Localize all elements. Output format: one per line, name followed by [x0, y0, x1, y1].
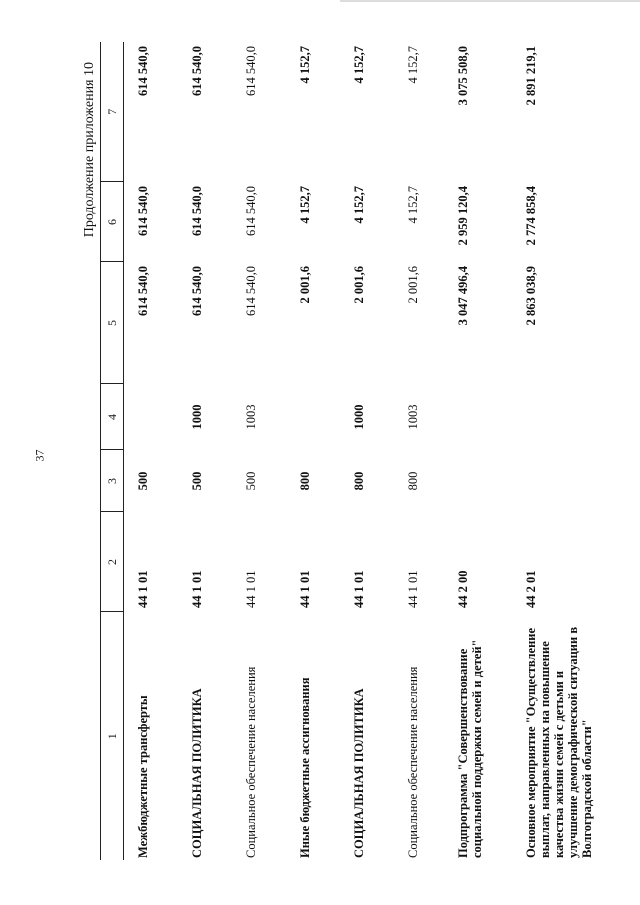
- amount-col6: 4 152,7: [352, 186, 366, 224]
- target-code: 44 1 01: [244, 570, 258, 608]
- column-header: 6: [101, 182, 124, 262]
- amount-col5: 614 540,0: [136, 266, 150, 316]
- expense-type: [448, 450, 518, 512]
- target-code: 44 2 01: [524, 570, 538, 608]
- target-code: 44 2 00: [456, 570, 470, 608]
- header-row: [101, 42, 124, 860]
- table-row: [394, 42, 448, 860]
- section-code: 1003: [406, 404, 420, 430]
- amount-col5: 3 047 496,4: [456, 266, 470, 326]
- appendix-caption: Продолжение приложения 10: [82, 62, 97, 238]
- amount-col7: 4 152,7: [352, 46, 366, 84]
- target-code: 44 1 01: [298, 570, 312, 608]
- column-header: 7: [101, 42, 124, 182]
- row-name: Иные бюджетные ассигнования: [298, 677, 312, 858]
- column-header: 2: [101, 512, 124, 612]
- column-header: 3: [101, 450, 124, 512]
- scan-edge-line: [340, 0, 640, 2]
- column-header: 5: [101, 262, 124, 384]
- amount-col5: 2 001,6: [298, 266, 312, 304]
- target-code: 44 1 01: [190, 570, 204, 608]
- amount-col7: 614 540,0: [136, 46, 150, 96]
- table-row: [518, 42, 640, 860]
- amount-col7: 4 152,7: [406, 46, 420, 84]
- row-name: СОЦИАЛЬНАЯ ПОЛИТИКА: [352, 688, 366, 858]
- expense-type: 800: [406, 471, 420, 491]
- amount-col6: 4 152,7: [406, 186, 420, 224]
- target-code: 44 1 01: [352, 570, 366, 608]
- amount-col5: 2 001,6: [352, 266, 366, 304]
- target-code: 44 1 01: [406, 570, 420, 608]
- amount-col6: 614 540,0: [190, 186, 204, 236]
- section-code: 1003: [244, 404, 258, 430]
- amount-col5: 2 863 038,9: [524, 266, 538, 326]
- table-row: [178, 42, 232, 860]
- amount-col7: 2 891 219,1: [524, 46, 538, 106]
- expense-type: 800: [352, 471, 366, 491]
- column-header: 4: [101, 384, 124, 450]
- expense-type: 500: [136, 471, 150, 491]
- section-code: [124, 384, 179, 450]
- row-name: Подпрограмма "Совершенствование социальной поддержки семей и детей": [456, 639, 484, 858]
- table-row: [286, 42, 340, 860]
- amount-col5: 614 540,0: [190, 266, 204, 316]
- row-name: СОЦИАЛЬНАЯ ПОЛИТИКА: [190, 688, 204, 858]
- section-code: 1000: [190, 404, 204, 430]
- table-row: [232, 42, 286, 860]
- table-row: [448, 42, 518, 860]
- row-name: Социальное обеспечение населения: [244, 666, 258, 858]
- amount-col6: 614 540,0: [244, 186, 258, 236]
- rotated-page-content: [82, 42, 622, 862]
- amount-col7: 4 152,7: [298, 46, 312, 84]
- amount-col6: 614 540,0: [136, 186, 150, 236]
- row-name: Социальное обеспечение населения: [406, 666, 420, 858]
- expense-type: [518, 450, 640, 512]
- row-name: Межбюджетные трансферты: [136, 695, 150, 858]
- target-code: 44 1 01: [136, 570, 150, 608]
- table-row: [340, 42, 394, 860]
- amount-col5: 2 001,6: [406, 266, 420, 304]
- page-number: 37: [32, 449, 47, 462]
- section-code: 1000: [352, 404, 366, 430]
- section-code: [448, 384, 518, 450]
- amount-col6: 4 152,7: [298, 186, 312, 224]
- column-header: 1: [101, 612, 124, 860]
- expense-type: 500: [244, 471, 258, 491]
- amount-col7: 614 540,0: [244, 46, 258, 96]
- row-name: Основное мероприятие "Осуществление выплат, направленных на повышение качества жизни семей с детьми и улучшение демографической ситуации в Волгоградской области": [524, 626, 594, 858]
- amount-col6: 2 774 858,4: [524, 186, 538, 246]
- budget-table: [100, 42, 640, 860]
- table-row: [124, 42, 179, 860]
- section-code: [518, 384, 640, 450]
- amount-col5: 614 540,0: [244, 266, 258, 316]
- amount-col7: 3 075 508,0: [456, 46, 470, 106]
- expense-type: 800: [298, 471, 312, 491]
- amount-col6: 2 959 120,4: [456, 186, 470, 246]
- section-code: [286, 384, 340, 450]
- amount-col7: 614 540,0: [190, 46, 204, 96]
- expense-type: 500: [190, 471, 204, 491]
